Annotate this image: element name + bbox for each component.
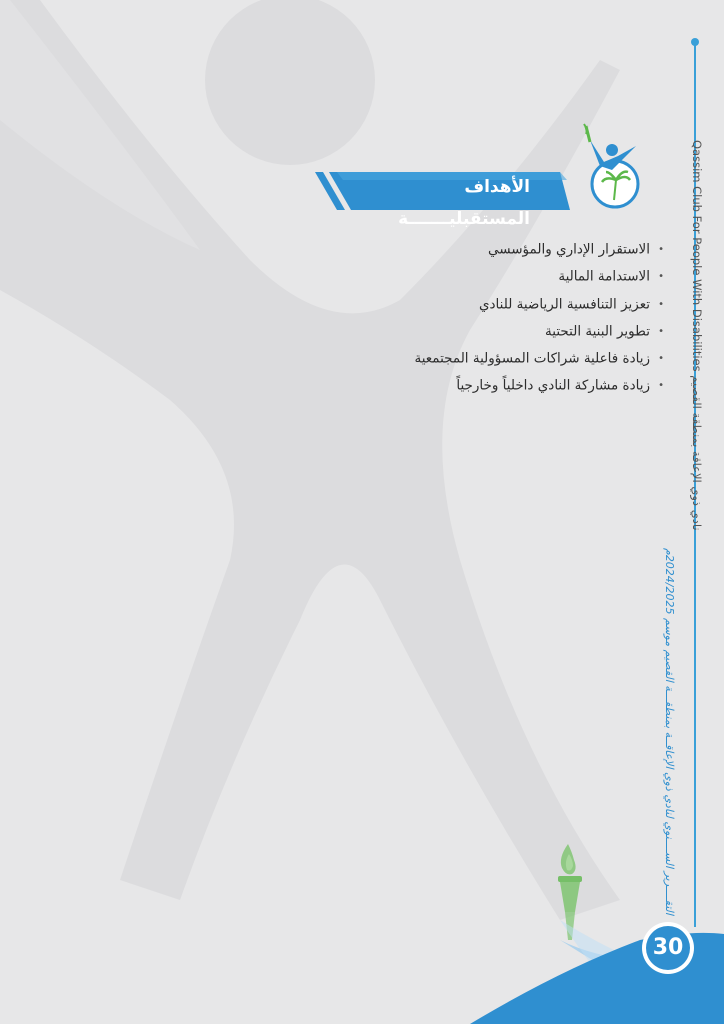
goal-item	[334, 372, 664, 399]
page-number: 30	[646, 926, 690, 970]
bullet-icon: •	[658, 380, 664, 392]
goal-item	[334, 318, 664, 345]
goal-item	[334, 263, 664, 290]
goal-text: زيادة مشاركة النادي داخلياً وخارجياً	[456, 378, 650, 395]
side-rule-dot	[691, 38, 699, 46]
goal-text: تعزيز التنافسية الرياضية للنادي	[478, 296, 650, 313]
future-goals-list	[334, 236, 664, 400]
goal-item	[334, 345, 664, 372]
goal-text: زيادة فاعلية شراكات المسؤولية المجتمعية	[414, 350, 650, 367]
club-logo-icon	[570, 122, 645, 210]
goal-text: الاستدامة المالية	[558, 268, 650, 285]
club-name-vertical: نادي ذوي الإعاقة بمنطقة القصيم Qassim Club For People With Disabilities	[690, 140, 704, 531]
bottom-wave-decoration	[0, 900, 724, 1024]
bullet-icon: •	[658, 271, 664, 283]
bullet-icon: •	[658, 353, 664, 365]
bullet-icon: •	[658, 325, 664, 337]
bullet-icon: •	[658, 244, 664, 255]
section-title: الأهداف المستقبليـــــــة	[398, 177, 530, 229]
goal-item	[334, 236, 664, 263]
annual-report-vertical: التقــــرير الســــنوي لنادي ذوي الإعاقــة بمنطقـــة القصيم موسم 2024/2025م	[663, 548, 676, 915]
goal-text: الاستقرار الإداري والمؤسسي	[487, 241, 650, 258]
goal-item	[334, 291, 664, 318]
bullet-icon: •	[658, 298, 664, 310]
goal-text: تطوير البنية التحتية	[545, 323, 650, 340]
